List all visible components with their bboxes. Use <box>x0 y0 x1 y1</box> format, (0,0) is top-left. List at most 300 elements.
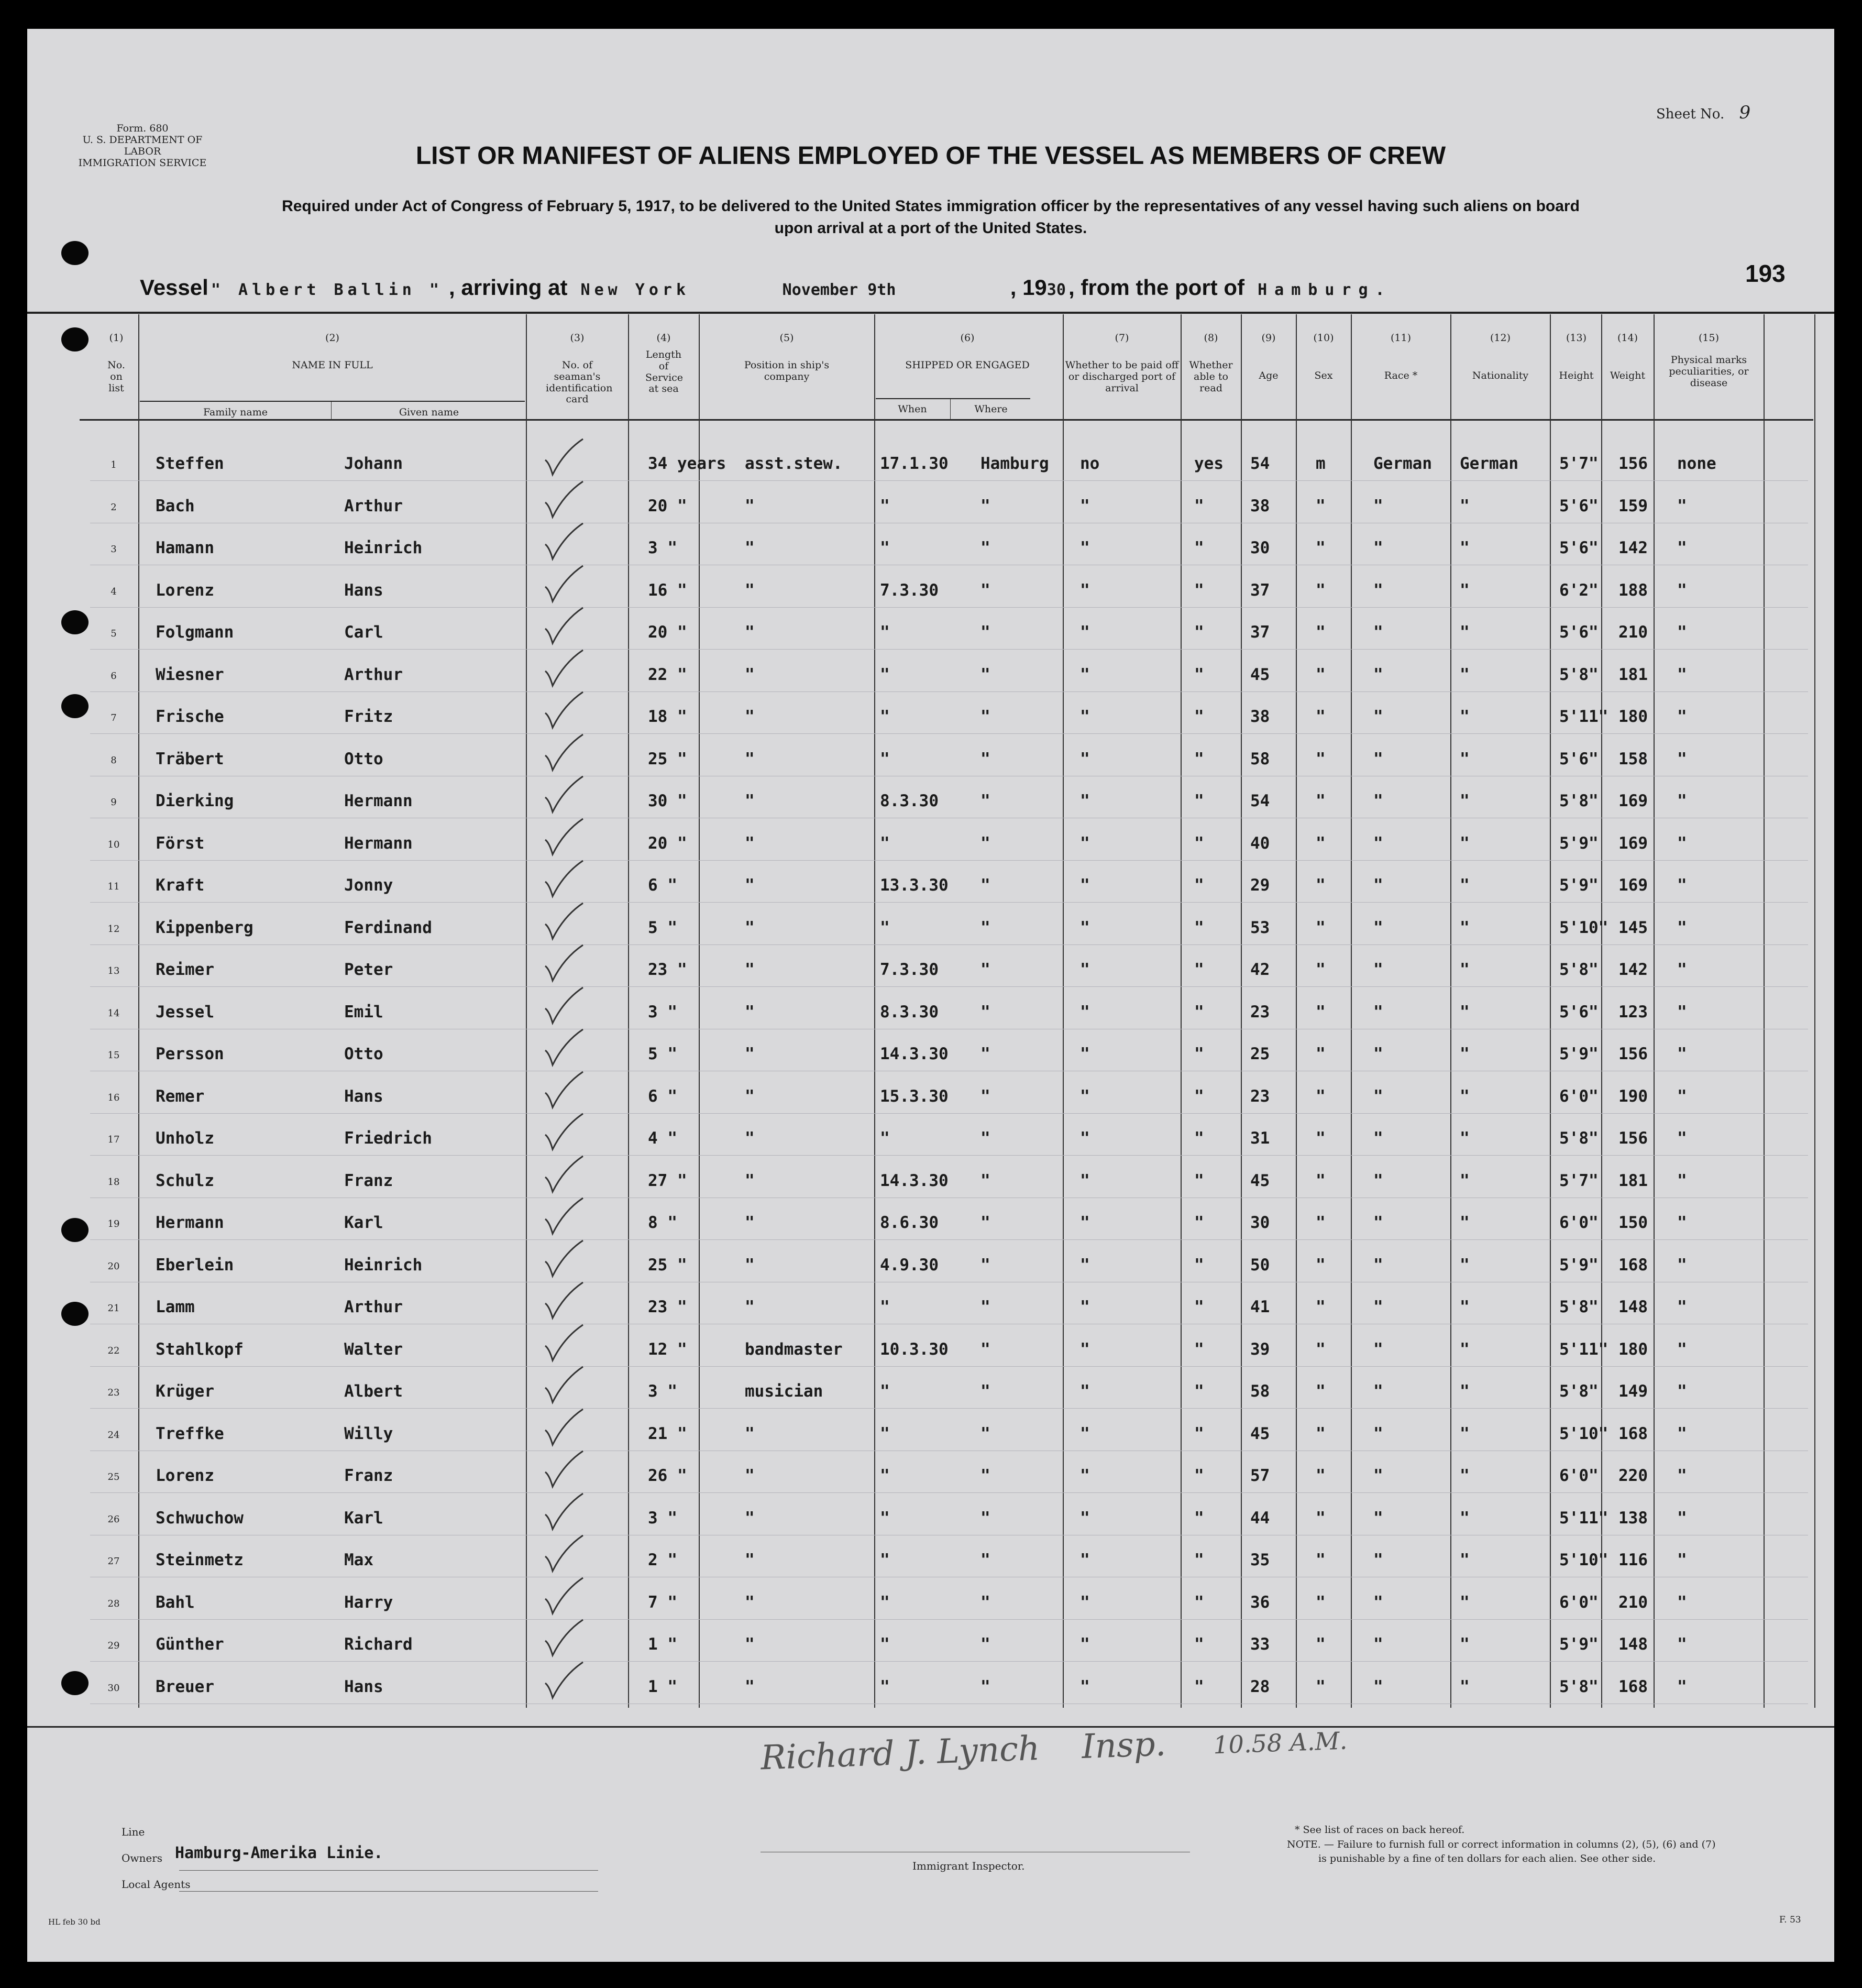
service-length-cell: 5 " <box>648 1045 677 1063</box>
paid-off-cell: " <box>1080 833 1090 853</box>
column-divider <box>1814 314 1815 1708</box>
height-cell: 5'6" <box>1559 749 1599 768</box>
race-cell: " <box>1373 496 1383 515</box>
paid-off-cell: " <box>1080 580 1090 600</box>
race-cell: " <box>1373 833 1383 853</box>
nationality-cell: " <box>1460 1002 1470 1022</box>
sheet-number-label: Sheet No. <box>1656 106 1725 122</box>
weight-cell: 210 <box>1618 1592 1648 1612</box>
given-name-cell: Hermann <box>344 792 413 810</box>
when-header: When <box>898 403 927 415</box>
height-cell: 6'0" <box>1559 1592 1599 1612</box>
position-cell: " <box>745 833 755 853</box>
shipped-when-cell: " <box>880 1677 890 1696</box>
position-cell: " <box>745 623 755 642</box>
col-9-number: (9) <box>1261 332 1276 344</box>
service-length-cell: 34 years <box>648 454 726 473</box>
height-cell: 5'8" <box>1559 1298 1599 1316</box>
form-number: Form. 680 <box>116 123 169 134</box>
race-cell: " <box>1373 792 1383 810</box>
shipped-where-cell: " <box>980 1592 990 1612</box>
weight-cell: 148 <box>1618 1635 1648 1654</box>
family-name-cell: Jessel <box>156 1002 214 1022</box>
paid-off-cell: " <box>1080 1424 1090 1443</box>
col-8-number: (8) <box>1204 332 1218 344</box>
requirement-text <box>27 195 1834 239</box>
check-mark-icon <box>543 1448 585 1490</box>
able-to-read-cell: " <box>1194 1677 1204 1696</box>
shipped-when-cell: " <box>880 1129 890 1148</box>
position-cell: " <box>745 1635 755 1654</box>
row-rule <box>90 1619 1808 1620</box>
sex-cell: " <box>1316 918 1326 937</box>
family-name-cell: Hermann <box>156 1213 224 1232</box>
row-number-cell: 1 <box>111 459 117 470</box>
family-name-cell: Eberlein <box>156 1255 234 1275</box>
nationality-cell: " <box>1460 918 1470 937</box>
col-14-label: Weight <box>1610 369 1646 381</box>
family-name-cell: Stahlkopf <box>156 1339 244 1359</box>
row-number-cell: 9 <box>111 797 117 808</box>
able-to-read-cell: " <box>1194 1339 1204 1359</box>
check-mark-icon <box>543 689 585 731</box>
column-divider <box>1654 314 1655 1708</box>
able-to-read-cell: " <box>1194 707 1204 726</box>
col-5-number: (5) <box>779 332 794 344</box>
service-length-cell: 7 " <box>648 1592 677 1612</box>
nationality-cell: " <box>1460 1382 1470 1401</box>
service-length-cell: 8 " <box>648 1213 677 1232</box>
row-rule <box>90 1408 1808 1409</box>
nationality-cell: " <box>1460 665 1470 684</box>
paid-off-cell: " <box>1080 876 1090 895</box>
family-name-cell: Treffke <box>156 1424 224 1443</box>
column-divider <box>628 314 629 1708</box>
paid-off-cell: " <box>1080 1213 1090 1232</box>
row-number-cell: 21 <box>107 1303 120 1314</box>
physical-marks-cell: " <box>1677 539 1687 557</box>
nationality-cell: " <box>1460 792 1470 810</box>
shipped-where-cell: " <box>980 876 990 895</box>
sex-cell: " <box>1316 876 1326 895</box>
column-divider <box>1063 314 1064 1708</box>
sex-cell: " <box>1316 707 1326 726</box>
position-cell: " <box>745 876 755 895</box>
col-3-label: No. of seaman's identification card <box>546 359 613 405</box>
service-length-cell: 20 " <box>648 833 687 853</box>
nationality-cell: German <box>1460 454 1518 473</box>
position-cell: " <box>745 1171 755 1190</box>
row-number-cell: 4 <box>111 586 117 597</box>
row-rule <box>90 944 1808 945</box>
physical-marks-cell: " <box>1677 1339 1687 1359</box>
given-name-cell: Fritz <box>344 707 393 726</box>
given-name-cell: Emil <box>344 1002 383 1022</box>
row-rule <box>90 1366 1808 1367</box>
shipped-when-cell: " <box>880 833 890 853</box>
race-cell: " <box>1373 1466 1383 1485</box>
shipped-where-cell: " <box>980 1382 990 1401</box>
check-mark-icon <box>543 900 585 942</box>
check-mark-icon <box>543 1322 585 1364</box>
where-header: Where <box>974 403 1008 415</box>
binder-hole <box>61 610 89 634</box>
vessel-name: " Albert Ballin " <box>211 281 443 299</box>
shipped-where-cell: " <box>980 1213 990 1232</box>
able-to-read-cell: " <box>1194 1551 1204 1569</box>
shipped-when-cell: 8.3.30 <box>880 1002 939 1022</box>
paid-off-cell: " <box>1080 1002 1090 1022</box>
age-cell: 39 <box>1250 1339 1270 1359</box>
position-cell: asst.stew. <box>745 454 843 473</box>
family-name-cell: Träbert <box>156 749 224 768</box>
height-cell: 5'10" <box>1559 1424 1608 1443</box>
col-14-number: (14) <box>1617 332 1638 344</box>
height-cell: 5'6" <box>1559 496 1599 515</box>
column-divider <box>1764 314 1765 1708</box>
row-number-cell: 14 <box>107 1007 120 1019</box>
physical-marks-cell: " <box>1677 1592 1687 1612</box>
paid-off-cell: " <box>1080 1045 1090 1063</box>
shipped-where-cell: " <box>980 1339 990 1359</box>
race-cell: " <box>1373 1171 1383 1190</box>
age-cell: 33 <box>1250 1635 1270 1654</box>
nationality-cell: " <box>1460 496 1470 515</box>
weight-cell: 156 <box>1618 1045 1648 1063</box>
age-cell: 29 <box>1250 876 1270 895</box>
nationality-cell: " <box>1460 1086 1470 1106</box>
shipped-when-cell: " <box>880 918 890 937</box>
check-mark-icon <box>543 942 585 984</box>
weight-cell: 168 <box>1618 1255 1648 1275</box>
position-cell: " <box>745 1424 755 1443</box>
family-name-cell: Remer <box>156 1086 205 1106</box>
col-12-header <box>1452 333 1549 382</box>
weight-cell: 116 <box>1618 1551 1648 1569</box>
age-cell: 35 <box>1250 1551 1270 1569</box>
age-cell: 30 <box>1250 539 1270 557</box>
height-cell: 5'8" <box>1559 792 1599 810</box>
height-cell: 5'8" <box>1559 960 1599 979</box>
height-cell: 5'9" <box>1559 876 1599 895</box>
sex-cell: " <box>1316 1592 1326 1612</box>
requirement-line-2: upon arrival at a port of the United States. <box>774 219 1087 237</box>
nationality-cell: " <box>1460 1551 1470 1569</box>
family-name-cell: Steinmetz <box>156 1551 244 1569</box>
given-name-cell: Harry <box>344 1592 393 1612</box>
shipped-when-cell: 13.3.30 <box>880 876 949 895</box>
nationality-cell: " <box>1460 1339 1470 1359</box>
race-cell: " <box>1373 1424 1383 1443</box>
physical-marks-cell: " <box>1677 707 1687 726</box>
check-mark-icon <box>543 1069 585 1111</box>
race-cell: " <box>1373 1213 1383 1232</box>
sex-cell: m <box>1316 454 1326 473</box>
family-name-cell: Lorenz <box>156 1466 214 1485</box>
sheet-number <box>1656 102 1750 123</box>
height-cell: 5'9" <box>1559 1045 1599 1063</box>
race-cell: " <box>1373 960 1383 979</box>
paid-off-cell: " <box>1080 749 1090 768</box>
race-cell: " <box>1373 1129 1383 1148</box>
shipped-where-cell: " <box>980 1045 990 1063</box>
able-to-read-cell: " <box>1194 1466 1204 1485</box>
col-8-header <box>1182 333 1240 394</box>
shipped-where-cell: " <box>980 749 990 768</box>
family-name-cell: Schwuchow <box>156 1508 244 1528</box>
col-2-label: NAME IN FULL <box>292 359 373 371</box>
service-length-cell: 12 " <box>648 1339 687 1359</box>
height-cell: 5'7" <box>1559 1171 1599 1190</box>
column-divider <box>1241 314 1242 1708</box>
col-9-label: Age <box>1259 369 1279 381</box>
position-cell: " <box>745 539 755 557</box>
col-9-header <box>1242 333 1295 382</box>
age-cell: 25 <box>1250 1045 1270 1063</box>
service-length-cell: 6 " <box>648 1086 677 1106</box>
family-name-cell: Reimer <box>156 960 214 979</box>
race-cell: German <box>1373 454 1432 473</box>
column-divider <box>1181 314 1182 1708</box>
weight-cell: 169 <box>1618 876 1648 895</box>
sex-cell: " <box>1316 496 1326 515</box>
row-rule <box>90 902 1808 903</box>
col-12-number: (12) <box>1490 332 1511 344</box>
header-rule-bottom <box>80 419 1813 421</box>
column-divider <box>950 399 951 420</box>
row-number-cell: 20 <box>107 1260 120 1272</box>
col-3-number: (3) <box>570 332 585 344</box>
position-cell: " <box>745 1551 755 1569</box>
inspector-label: Immigrant Inspector. <box>912 1860 1025 1872</box>
col-2-number: (2) <box>325 332 339 344</box>
nationality-cell: " <box>1460 1424 1470 1443</box>
check-mark-icon <box>543 1237 585 1279</box>
service-length-cell: 25 " <box>648 749 687 768</box>
binder-hole <box>61 694 89 718</box>
column-divider <box>526 314 527 1708</box>
service-length-cell: 21 " <box>648 1424 687 1443</box>
shipped-when-cell: " <box>880 539 890 557</box>
row-number-cell: 6 <box>111 670 117 682</box>
sheet-number-value: 9 <box>1739 102 1751 123</box>
col-13-number: (13) <box>1566 332 1586 344</box>
weight-cell: 145 <box>1618 918 1648 937</box>
paid-off-cell: " <box>1080 1677 1090 1696</box>
family-name-cell: Kraft <box>156 876 205 895</box>
check-mark-icon <box>543 1617 585 1659</box>
weight-cell: 188 <box>1618 580 1648 600</box>
race-cell: " <box>1373 623 1383 642</box>
col-1-number: (1) <box>109 332 124 344</box>
header-rule-top <box>27 312 1834 314</box>
physical-marks-cell: " <box>1677 1255 1687 1275</box>
position-cell: " <box>745 1255 755 1275</box>
shipped-where-cell: " <box>980 960 990 979</box>
given-name-cell: Hans <box>344 580 383 600</box>
check-mark-icon <box>543 1406 585 1448</box>
column-divider <box>1296 314 1297 1708</box>
row-rule <box>90 480 1808 481</box>
shipped-where-cell: " <box>980 707 990 726</box>
race-cell: " <box>1373 876 1383 895</box>
paid-off-cell: " <box>1080 960 1090 979</box>
height-cell: 5'8" <box>1559 1382 1599 1401</box>
col-15-number: (15) <box>1698 332 1719 344</box>
height-cell: 6'0" <box>1559 1213 1599 1232</box>
given-name-cell: Otto <box>344 1045 383 1063</box>
service-length-cell: 22 " <box>648 665 687 684</box>
height-cell: 5'11" <box>1559 1339 1608 1359</box>
family-name-cell: Hamann <box>156 539 214 557</box>
position-cell: " <box>745 1677 755 1696</box>
vessel-label: Vessel <box>140 275 208 300</box>
col-13-header <box>1551 333 1601 382</box>
nationality-cell: " <box>1460 833 1470 853</box>
service-length-cell: 3 " <box>648 1002 677 1022</box>
requirement-line-1: Required under Act of Congress of February 5, 1917, to be delivered to the United States immigration officer by the representatives of any vessel having such aliens on board <box>282 197 1580 215</box>
height-cell: 6'0" <box>1559 1086 1599 1106</box>
age-cell: 45 <box>1250 1171 1270 1190</box>
nationality-cell: " <box>1460 1635 1470 1654</box>
given-name-cell: Walter <box>344 1339 403 1359</box>
binder-hole <box>61 241 89 265</box>
physical-marks-cell: " <box>1677 876 1687 895</box>
weight-cell: 169 <box>1618 792 1648 810</box>
shipped-where-cell: " <box>980 833 990 853</box>
age-cell: 54 <box>1250 792 1270 810</box>
owners-label: Owners <box>122 1852 163 1864</box>
family-name-cell: Schulz <box>156 1171 214 1190</box>
height-cell: 5'9" <box>1559 1635 1599 1654</box>
shipped-when-cell: 10.3.30 <box>880 1339 949 1359</box>
height-cell: 5'11" <box>1559 1508 1608 1528</box>
print-code: HL feb 30 bd <box>48 1917 101 1927</box>
service-length-cell: 27 " <box>648 1171 687 1190</box>
weight-cell: 149 <box>1618 1382 1648 1401</box>
col-10-label: Sex <box>1314 369 1333 381</box>
given-name-cell: Heinrich <box>344 539 423 557</box>
shipped-when-cell: " <box>880 1382 890 1401</box>
col-14-header <box>1603 333 1652 382</box>
family-name-cell: Wiesner <box>156 665 224 684</box>
paid-off-cell: " <box>1080 1171 1090 1190</box>
shipped-when-cell: " <box>880 623 890 642</box>
age-cell: 37 <box>1250 580 1270 600</box>
able-to-read-cell: " <box>1194 496 1204 515</box>
family-name-header: Family name <box>203 407 268 418</box>
nationality-cell: " <box>1460 876 1470 895</box>
family-name-cell: Bahl <box>156 1592 195 1612</box>
from-port-label: , from the port of <box>1068 275 1244 300</box>
fine-note: NOTE. — Failure to furnish full or correct information in columns (2), (5), (6) and (7) <box>1287 1838 1716 1850</box>
check-mark-icon <box>543 647 585 689</box>
age-cell: 58 <box>1250 1382 1270 1401</box>
shipped-where-cell: " <box>980 1171 990 1190</box>
age-cell: 36 <box>1250 1592 1270 1612</box>
weight-cell: 158 <box>1618 749 1648 768</box>
family-name-cell: Först <box>156 833 205 853</box>
position-cell: " <box>745 1508 755 1528</box>
age-cell: 23 <box>1250 1086 1270 1106</box>
service-length-cell: 6 " <box>648 876 677 895</box>
department-name: U. S. DEPARTMENT OF LABOR <box>82 134 203 157</box>
sex-cell: " <box>1316 1213 1326 1232</box>
height-cell: 5'7" <box>1559 454 1599 473</box>
shipped-where-cell: Hamburg <box>980 454 1049 473</box>
height-cell: 5'10" <box>1559 918 1608 937</box>
age-cell: 57 <box>1250 1466 1270 1485</box>
row-number-cell: 30 <box>107 1682 120 1694</box>
given-name-cell: Carl <box>344 623 383 642</box>
paid-off-cell: " <box>1080 1551 1090 1569</box>
family-name-cell: Günther <box>156 1635 224 1654</box>
family-name-cell: Steffen <box>156 454 224 473</box>
check-mark-icon <box>543 1575 585 1617</box>
weight-cell: 168 <box>1618 1424 1648 1443</box>
col-15-header <box>1655 333 1762 389</box>
age-cell: 42 <box>1250 960 1270 979</box>
check-mark-icon <box>543 436 585 478</box>
position-cell: " <box>745 707 755 726</box>
able-to-read-cell: " <box>1194 876 1204 895</box>
check-mark-icon <box>543 773 585 815</box>
physical-marks-cell: " <box>1677 792 1687 810</box>
physical-marks-cell: " <box>1677 1045 1687 1063</box>
physical-marks-cell: " <box>1677 1677 1687 1696</box>
row-rule <box>90 1661 1808 1662</box>
position-cell: " <box>745 918 755 937</box>
nationality-cell: " <box>1460 1045 1470 1063</box>
age-cell: 44 <box>1250 1508 1270 1528</box>
shipped-where-cell: " <box>980 539 990 557</box>
shipped-where-cell: " <box>980 1002 990 1022</box>
row-number-cell: 2 <box>111 501 117 513</box>
row-rule <box>90 860 1808 861</box>
race-cell: " <box>1373 707 1383 726</box>
service-length-cell: 2 " <box>648 1551 677 1569</box>
signature-time: 10.58 A.M. <box>1213 1726 1348 1760</box>
able-to-read-cell: " <box>1194 1298 1204 1316</box>
check-mark-icon <box>543 731 585 773</box>
owners-rule <box>179 1870 598 1871</box>
able-to-read-cell: " <box>1194 1635 1204 1654</box>
row-number-cell: 17 <box>107 1134 120 1145</box>
height-cell: 5'6" <box>1559 539 1599 557</box>
sex-cell: " <box>1316 1382 1326 1401</box>
row-number-cell: 23 <box>107 1387 120 1398</box>
height-cell: 5'9" <box>1559 833 1599 853</box>
arrival-year: 30 <box>1046 281 1066 299</box>
service-length-cell: 1 " <box>648 1677 677 1696</box>
given-name-cell: Hermann <box>344 833 413 853</box>
physical-marks-cell: " <box>1677 1466 1687 1485</box>
given-name-cell: Hans <box>344 1677 383 1696</box>
physical-marks-cell: " <box>1677 833 1687 853</box>
shipped-when-cell: 15.3.30 <box>880 1086 949 1106</box>
service-length-cell: 3 " <box>648 539 677 557</box>
given-name-cell: Karl <box>344 1213 383 1232</box>
departure-port: Hamburg. <box>1258 281 1392 299</box>
col-11-label: Race * <box>1384 369 1418 381</box>
given-name-cell: Peter <box>344 960 393 979</box>
shipped-when-cell: " <box>880 1635 890 1654</box>
position-cell: " <box>745 960 755 979</box>
able-to-read-cell: " <box>1194 918 1204 937</box>
given-name-cell: Jonny <box>344 876 393 895</box>
paid-off-cell: " <box>1080 1086 1090 1106</box>
weight-cell: 142 <box>1618 960 1648 979</box>
